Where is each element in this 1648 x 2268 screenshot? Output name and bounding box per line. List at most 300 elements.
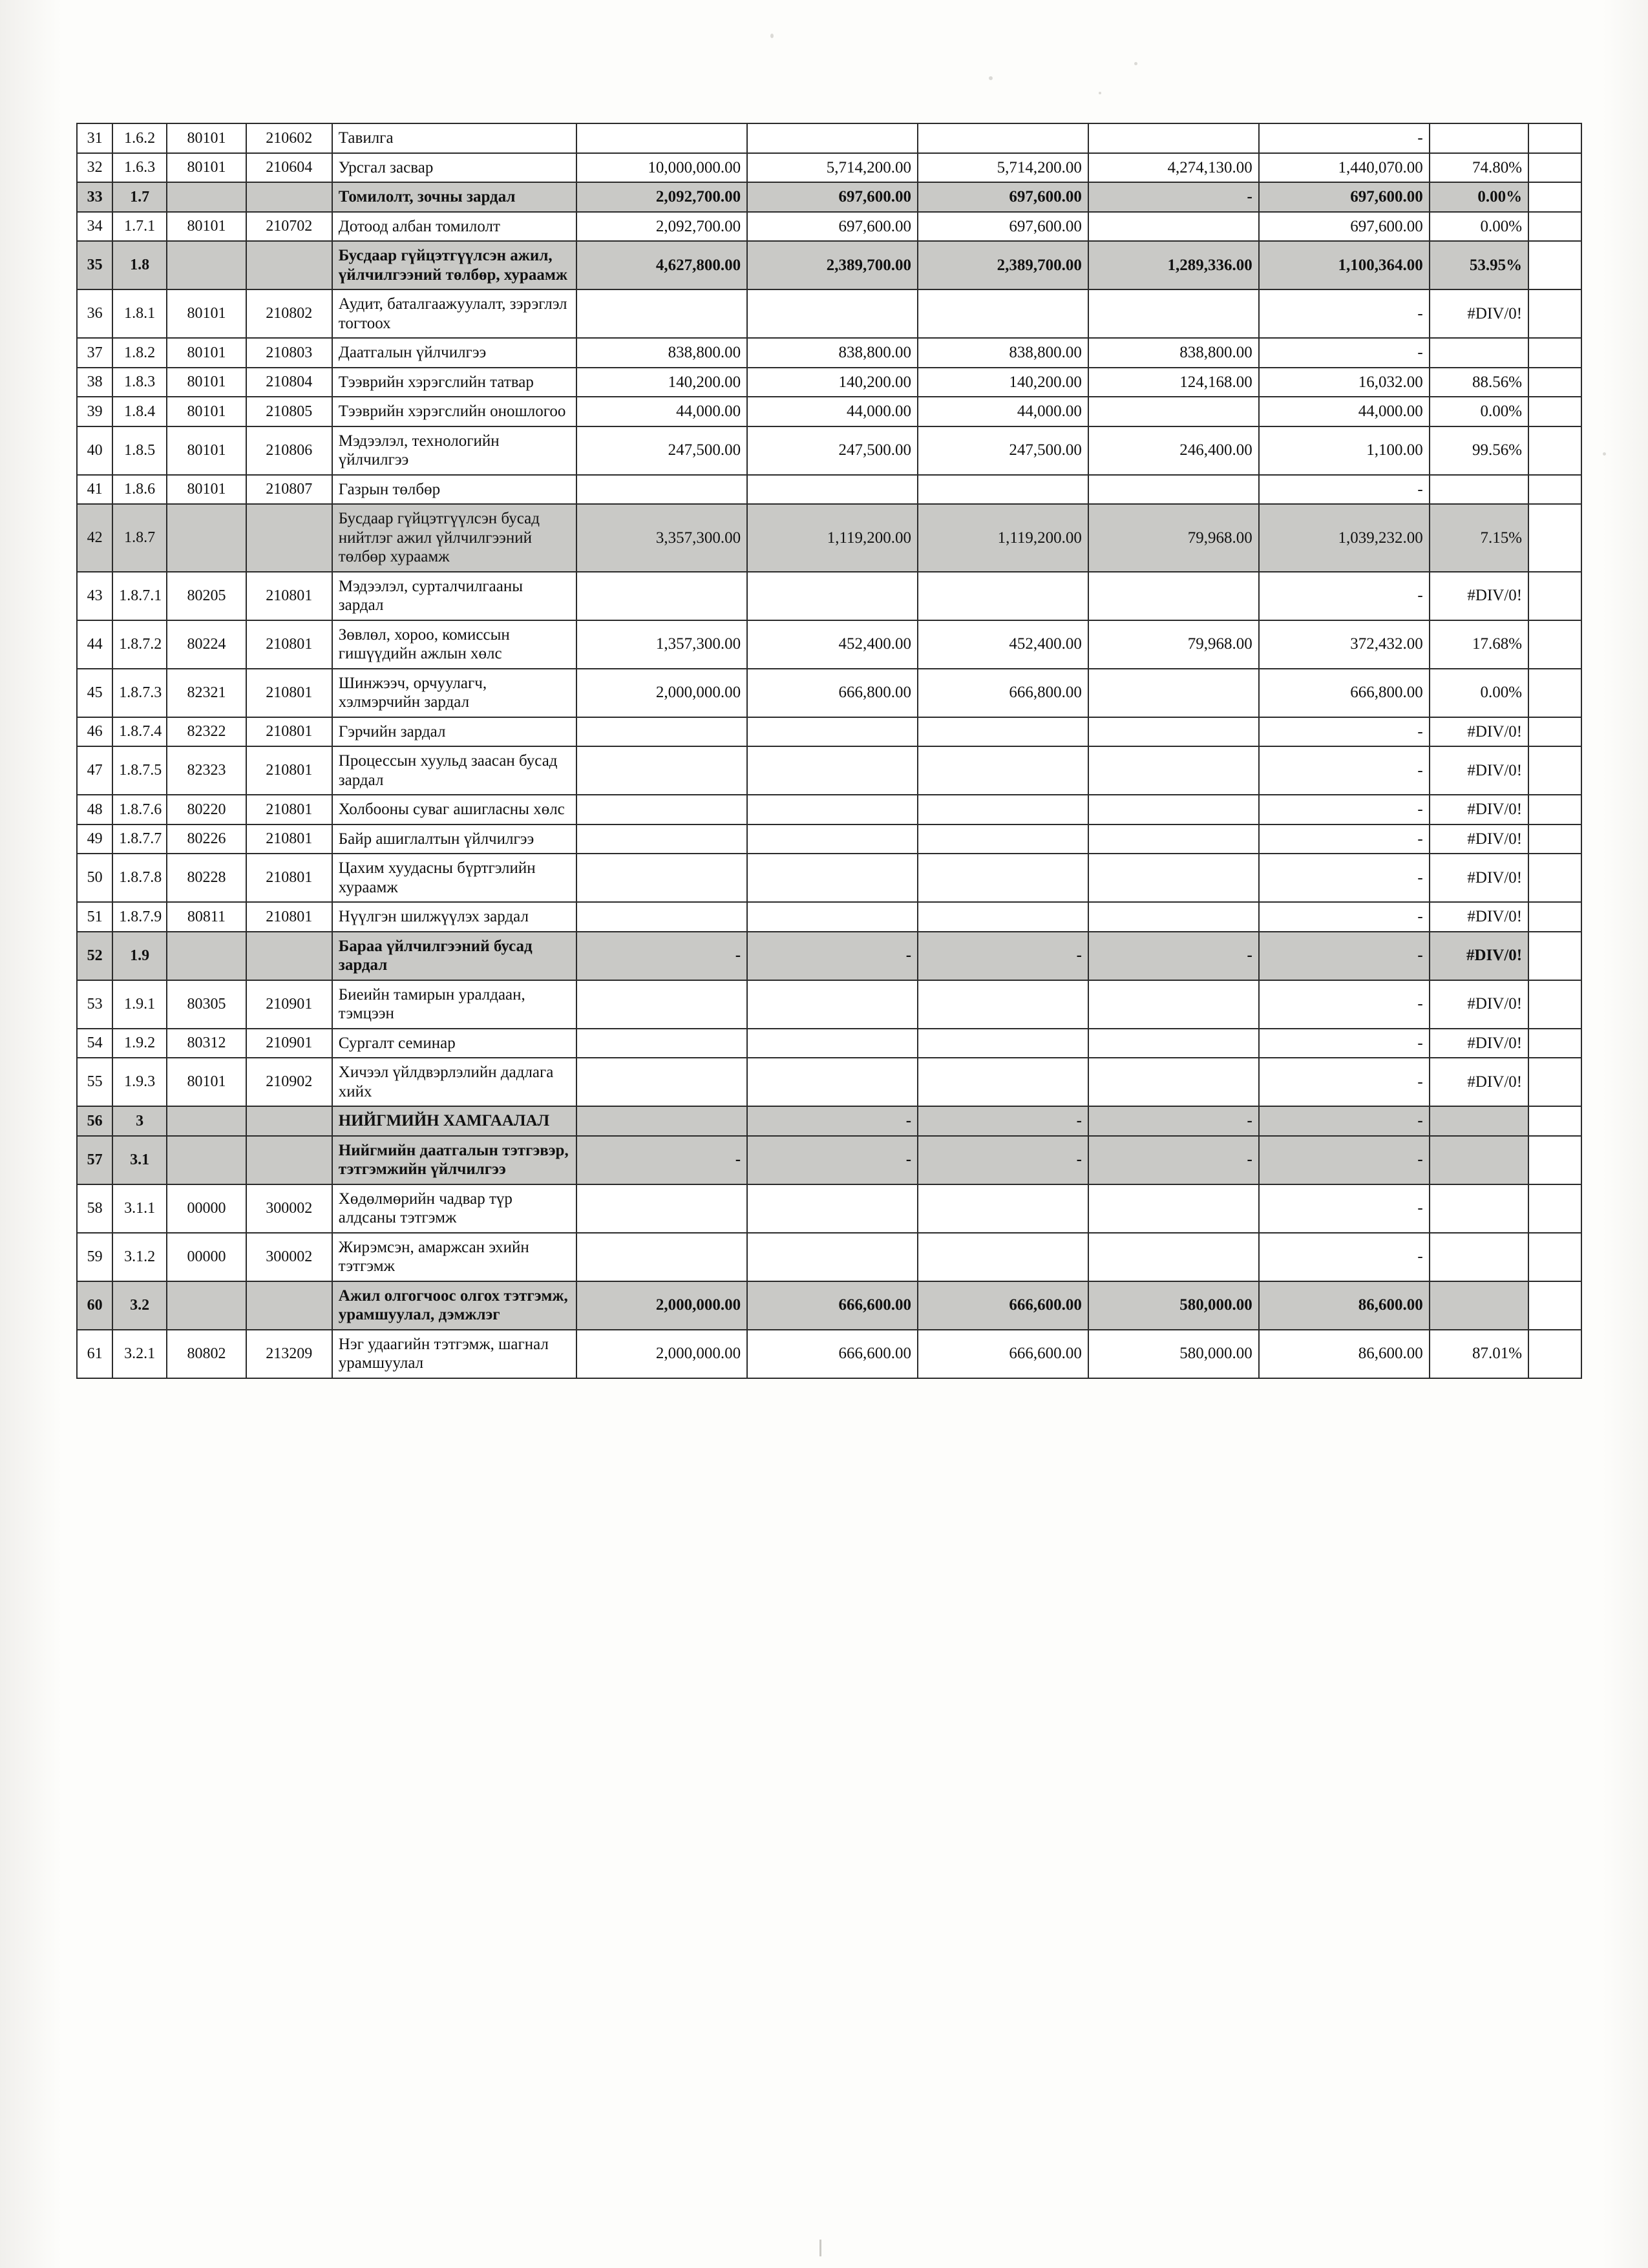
table-margin-cell: [1528, 397, 1581, 426]
row-code: 1.6.3: [112, 153, 167, 183]
value-difference: 86,600.00: [1259, 1281, 1430, 1330]
table-margin-cell: [1528, 1058, 1581, 1106]
account-code-2: 300002: [246, 1233, 332, 1281]
row-number: 52: [77, 932, 112, 980]
value-plan-quarter: 1,119,200.00: [747, 504, 918, 572]
row-label: Тавилга: [332, 123, 576, 153]
value-difference: -: [1259, 854, 1430, 902]
account-code-1: 00000: [167, 1184, 246, 1233]
table-row: [77, 123, 1581, 153]
row-label: Биеийн тамирын уралдаан, тэмцээн: [332, 980, 576, 1029]
value-actual: [1088, 397, 1259, 426]
value-plan-year: [576, 854, 747, 902]
value-plan-quarter: [747, 746, 918, 795]
value-actual: [1088, 795, 1259, 824]
value-percent: #DIV/0!: [1430, 746, 1528, 795]
value-plan-quarter: [747, 1058, 918, 1106]
value-percent: #DIV/0!: [1430, 980, 1528, 1029]
value-actual: [1088, 824, 1259, 854]
value-plan-quarter: [747, 854, 918, 902]
table-row: [77, 795, 1581, 824]
scan-speck: [1603, 452, 1606, 456]
row-label: Мэдээлэл, технологийн үйлчилгээ: [332, 426, 576, 475]
value-plan-adjusted: 1,119,200.00: [918, 504, 1088, 572]
row-number: 31: [77, 123, 112, 153]
account-code-1: 80224: [167, 620, 246, 669]
value-difference: 1,100,364.00: [1259, 241, 1430, 289]
row-label: Нийгмийн даатгалын тэтгэвэр, тэтгэмжийн үйлчилгээ: [332, 1136, 576, 1184]
value-plan-quarter: 697,600.00: [747, 182, 918, 212]
value-percent: 74.80%: [1430, 153, 1528, 183]
row-label: Тээврийн хэрэгслийн татвар: [332, 368, 576, 397]
account-code-1: [167, 1136, 246, 1184]
table-row: [77, 289, 1581, 338]
row-number: 42: [77, 504, 112, 572]
row-label: Хичээл үйлдвэрлэлийн дадлага хийх: [332, 1058, 576, 1106]
value-plan-adjusted: -: [918, 1136, 1088, 1184]
table-margin-cell: [1528, 932, 1581, 980]
table-row: [77, 746, 1581, 795]
row-number: 33: [77, 182, 112, 212]
row-label: Хөдөлмөрийн чадвар түр алдсаны тэтгэмж: [332, 1184, 576, 1233]
value-difference: -: [1259, 902, 1430, 932]
table-margin-cell: [1528, 212, 1581, 242]
scan-speck: [989, 76, 993, 80]
account-code-2: [246, 241, 332, 289]
value-percent: [1430, 1281, 1528, 1330]
value-plan-year: [576, 902, 747, 932]
value-actual: [1088, 1184, 1259, 1233]
value-plan-year: 247,500.00: [576, 426, 747, 475]
scan-fold-mark: [819, 2240, 821, 2256]
account-code-1: 82321: [167, 669, 246, 717]
account-code-1: 80101: [167, 1058, 246, 1106]
account-code-2: [246, 1281, 332, 1330]
table-margin-cell: [1528, 572, 1581, 620]
value-plan-year: 2,000,000.00: [576, 669, 747, 717]
account-code-1: 80101: [167, 368, 246, 397]
account-code-1: 80802: [167, 1330, 246, 1378]
value-actual: [1088, 854, 1259, 902]
table-margin-cell: [1528, 1029, 1581, 1058]
table-margin-cell: [1528, 717, 1581, 747]
table-margin-cell: [1528, 854, 1581, 902]
value-plan-adjusted: [918, 980, 1088, 1029]
value-difference: -: [1259, 123, 1430, 153]
row-code: 1.8.7.1: [112, 572, 167, 620]
scan-speck: [1134, 62, 1137, 65]
value-difference: -: [1259, 572, 1430, 620]
row-code: 3.1.2: [112, 1233, 167, 1281]
row-code: 1.8.7.2: [112, 620, 167, 669]
value-plan-adjusted: 666,600.00: [918, 1281, 1088, 1330]
value-plan-adjusted: [918, 1184, 1088, 1233]
value-percent: 7.15%: [1430, 504, 1528, 572]
value-plan-year: 3,357,300.00: [576, 504, 747, 572]
budget-table-container: [76, 123, 1582, 1379]
value-actual: 838,800.00: [1088, 338, 1259, 368]
value-difference: -: [1259, 932, 1430, 980]
value-actual: [1088, 980, 1259, 1029]
row-code: 3.1: [112, 1136, 167, 1184]
table-row: [77, 182, 1581, 212]
value-actual: 1,289,336.00: [1088, 241, 1259, 289]
account-code-2: 210801: [246, 717, 332, 747]
table-row: [77, 932, 1581, 980]
value-percent: [1430, 338, 1528, 368]
row-label: Сургалт семинар: [332, 1029, 576, 1058]
table-row: [77, 368, 1581, 397]
row-code: 1.7: [112, 182, 167, 212]
value-plan-adjusted: 838,800.00: [918, 338, 1088, 368]
value-plan-year: 2,000,000.00: [576, 1281, 747, 1330]
value-plan-year: [576, 289, 747, 338]
value-percent: [1430, 475, 1528, 505]
account-code-1: 80101: [167, 338, 246, 368]
row-number: 57: [77, 1136, 112, 1184]
account-code-1: 00000: [167, 1233, 246, 1281]
account-code-2: 210801: [246, 854, 332, 902]
value-percent: 53.95%: [1430, 241, 1528, 289]
value-plan-quarter: [747, 902, 918, 932]
account-code-1: 80101: [167, 426, 246, 475]
value-plan-adjusted: -: [918, 932, 1088, 980]
account-code-1: 80226: [167, 824, 246, 854]
value-percent: 0.00%: [1430, 212, 1528, 242]
row-number: 55: [77, 1058, 112, 1106]
value-plan-adjusted: 5,714,200.00: [918, 153, 1088, 183]
value-plan-year: 10,000,000.00: [576, 153, 747, 183]
account-code-2: 210807: [246, 475, 332, 505]
value-plan-quarter: [747, 980, 918, 1029]
value-plan-quarter: 697,600.00: [747, 212, 918, 242]
row-number: 48: [77, 795, 112, 824]
row-label: Нэг удаагийн тэтгэмж, шагнал урамшуулал: [332, 1330, 576, 1378]
value-plan-adjusted: [918, 1233, 1088, 1281]
value-percent: 17.68%: [1430, 620, 1528, 669]
budget-table: [76, 123, 1582, 1379]
table-margin-cell: [1528, 1136, 1581, 1184]
table-row: [77, 1029, 1581, 1058]
scan-speck: [1099, 92, 1101, 94]
value-plan-adjusted: 2,389,700.00: [918, 241, 1088, 289]
table-row: [77, 153, 1581, 183]
value-actual: [1088, 717, 1259, 747]
row-number: 60: [77, 1281, 112, 1330]
row-label: Холбооны суваг ашигласны хөлс: [332, 795, 576, 824]
table-margin-cell: [1528, 241, 1581, 289]
account-code-1: 80101: [167, 397, 246, 426]
value-plan-quarter: 5,714,200.00: [747, 153, 918, 183]
row-code: 3.1.1: [112, 1184, 167, 1233]
row-label: Шинжээч, орчуулагч, хэлмэрчийн зардал: [332, 669, 576, 717]
value-actual: [1088, 1029, 1259, 1058]
value-actual: [1088, 746, 1259, 795]
account-code-2: 213209: [246, 1330, 332, 1378]
row-code: 1.7.1: [112, 212, 167, 242]
value-percent: #DIV/0!: [1430, 1058, 1528, 1106]
value-plan-year: [576, 1233, 747, 1281]
value-plan-quarter: [747, 717, 918, 747]
value-actual: [1088, 123, 1259, 153]
value-percent: 0.00%: [1430, 669, 1528, 717]
value-difference: 1,440,070.00: [1259, 153, 1430, 183]
value-plan-year: 1,357,300.00: [576, 620, 747, 669]
account-code-1: [167, 504, 246, 572]
value-difference: -: [1259, 717, 1430, 747]
row-number: 54: [77, 1029, 112, 1058]
value-plan-year: 2,000,000.00: [576, 1330, 747, 1378]
row-code: 1.8.7.8: [112, 854, 167, 902]
value-actual: [1088, 1058, 1259, 1106]
table-row: [77, 1281, 1581, 1330]
account-code-1: 80205: [167, 572, 246, 620]
value-plan-adjusted: [918, 123, 1088, 153]
row-number: 40: [77, 426, 112, 475]
value-difference: 697,600.00: [1259, 182, 1430, 212]
value-difference: -: [1259, 824, 1430, 854]
value-actual: -: [1088, 182, 1259, 212]
table-row: [77, 338, 1581, 368]
row-label: Зөвлөл, хороо, комиссын гишүүдийн ажлын хөлс: [332, 620, 576, 669]
value-plan-year: [576, 572, 747, 620]
account-code-2: [246, 932, 332, 980]
row-label: Цахим хуудасны бүртгэлийн хураамж: [332, 854, 576, 902]
row-label: Даатгалын үйлчилгээ: [332, 338, 576, 368]
row-code: 1.9.3: [112, 1058, 167, 1106]
row-number: 37: [77, 338, 112, 368]
row-label: Байр ашиглалтын үйлчилгээ: [332, 824, 576, 854]
account-code-1: 80101: [167, 289, 246, 338]
table-margin-cell: [1528, 368, 1581, 397]
table-margin-cell: [1528, 980, 1581, 1029]
row-code: 3.2: [112, 1281, 167, 1330]
value-plan-quarter: 140,200.00: [747, 368, 918, 397]
value-plan-adjusted: 666,800.00: [918, 669, 1088, 717]
value-plan-quarter: 452,400.00: [747, 620, 918, 669]
value-percent: [1430, 1184, 1528, 1233]
value-plan-adjusted: 44,000.00: [918, 397, 1088, 426]
value-plan-adjusted: 247,500.00: [918, 426, 1088, 475]
value-difference: -: [1259, 1106, 1430, 1136]
value-plan-adjusted: 140,200.00: [918, 368, 1088, 397]
value-difference: 372,432.00: [1259, 620, 1430, 669]
value-plan-year: 44,000.00: [576, 397, 747, 426]
value-plan-year: [576, 1029, 747, 1058]
value-percent: #DIV/0!: [1430, 1029, 1528, 1058]
row-code: 1.9: [112, 932, 167, 980]
account-code-1: 82323: [167, 746, 246, 795]
value-plan-year: 140,200.00: [576, 368, 747, 397]
value-plan-adjusted: [918, 1029, 1088, 1058]
row-number: 59: [77, 1233, 112, 1281]
value-plan-adjusted: -: [918, 1106, 1088, 1136]
value-plan-quarter: 247,500.00: [747, 426, 918, 475]
value-difference: -: [1259, 1184, 1430, 1233]
value-plan-quarter: [747, 1184, 918, 1233]
row-label: Бусдаар гүйцэтгүүлсэн бусад нийтлэг ажил үйлчилгээний төлбөр хураамж: [332, 504, 576, 572]
value-percent: #DIV/0!: [1430, 795, 1528, 824]
value-percent: 88.56%: [1430, 368, 1528, 397]
value-actual: [1088, 475, 1259, 505]
row-label: НИЙГМИЙН ХАМГААЛАЛ: [332, 1106, 576, 1136]
account-code-2: 210702: [246, 212, 332, 242]
account-code-2: 210801: [246, 824, 332, 854]
value-plan-quarter: 666,600.00: [747, 1330, 918, 1378]
value-difference: 44,000.00: [1259, 397, 1430, 426]
account-code-2: [246, 504, 332, 572]
value-percent: #DIV/0!: [1430, 717, 1528, 747]
value-difference: 1,039,232.00: [1259, 504, 1430, 572]
table-margin-cell: [1528, 475, 1581, 505]
account-code-2: [246, 182, 332, 212]
value-actual: [1088, 1233, 1259, 1281]
row-code: 1.8.6: [112, 475, 167, 505]
value-plan-adjusted: [918, 475, 1088, 505]
value-plan-quarter: [747, 289, 918, 338]
account-code-1: 80101: [167, 153, 246, 183]
row-label: Гэрчийн зардал: [332, 717, 576, 747]
row-code: 1.8: [112, 241, 167, 289]
value-difference: -: [1259, 795, 1430, 824]
table-row: [77, 397, 1581, 426]
value-percent: #DIV/0!: [1430, 932, 1528, 980]
value-percent: 99.56%: [1430, 426, 1528, 475]
table-row: [77, 980, 1581, 1029]
value-plan-adjusted: 666,600.00: [918, 1330, 1088, 1378]
value-plan-year: 4,627,800.00: [576, 241, 747, 289]
table-row: [77, 1136, 1581, 1184]
account-code-1: [167, 1281, 246, 1330]
value-actual: 4,274,130.00: [1088, 153, 1259, 183]
row-label: Аудит, баталгаажуулалт, зэрэглэл тогтоох: [332, 289, 576, 338]
account-code-1: 80220: [167, 795, 246, 824]
value-plan-quarter: [747, 824, 918, 854]
value-plan-quarter: [747, 475, 918, 505]
table-margin-cell: [1528, 153, 1581, 183]
value-plan-quarter: [747, 1029, 918, 1058]
table-margin-cell: [1528, 1281, 1581, 1330]
account-code-2: 210806: [246, 426, 332, 475]
table-row: [77, 475, 1581, 505]
account-code-1: 80312: [167, 1029, 246, 1058]
row-number: 41: [77, 475, 112, 505]
table-row: [77, 1233, 1581, 1281]
table-margin-cell: [1528, 123, 1581, 153]
account-code-1: [167, 241, 246, 289]
value-plan-quarter: [747, 572, 918, 620]
value-plan-year: 2,092,700.00: [576, 182, 747, 212]
value-plan-year: 838,800.00: [576, 338, 747, 368]
table-row: [77, 1058, 1581, 1106]
value-plan-quarter: 666,800.00: [747, 669, 918, 717]
value-plan-year: -: [576, 1136, 747, 1184]
account-code-2: 210801: [246, 669, 332, 717]
value-plan-year: [576, 717, 747, 747]
row-number: 32: [77, 153, 112, 183]
account-code-2: 210902: [246, 1058, 332, 1106]
value-difference: -: [1259, 338, 1430, 368]
account-code-2: 210801: [246, 746, 332, 795]
account-code-1: 80228: [167, 854, 246, 902]
value-plan-year: [576, 1106, 747, 1136]
value-percent: 0.00%: [1430, 397, 1528, 426]
row-number: 38: [77, 368, 112, 397]
value-actual: [1088, 289, 1259, 338]
value-actual: 580,000.00: [1088, 1330, 1259, 1378]
table-margin-cell: [1528, 426, 1581, 475]
row-code: 1.8.4: [112, 397, 167, 426]
row-number: 34: [77, 212, 112, 242]
value-plan-quarter: -: [747, 1106, 918, 1136]
table-margin-cell: [1528, 824, 1581, 854]
value-percent: 87.01%: [1430, 1330, 1528, 1378]
value-plan-year: [576, 475, 747, 505]
value-actual: 580,000.00: [1088, 1281, 1259, 1330]
table-row: [77, 854, 1581, 902]
page-left-shadow: [0, 0, 61, 2268]
account-code-2: 210802: [246, 289, 332, 338]
row-code: 1.9.2: [112, 1029, 167, 1058]
value-plan-quarter: [747, 795, 918, 824]
value-plan-quarter: 838,800.00: [747, 338, 918, 368]
value-actual: 124,168.00: [1088, 368, 1259, 397]
value-plan-adjusted: [918, 854, 1088, 902]
value-plan-adjusted: [918, 824, 1088, 854]
table-row: [77, 717, 1581, 747]
value-actual: -: [1088, 1136, 1259, 1184]
table-row: [77, 620, 1581, 669]
row-code: 1.8.7: [112, 504, 167, 572]
account-code-1: [167, 932, 246, 980]
value-plan-quarter: -: [747, 1136, 918, 1184]
account-code-1: [167, 182, 246, 212]
value-percent: #DIV/0!: [1430, 902, 1528, 932]
table-row: [77, 504, 1581, 572]
value-plan-year: [576, 795, 747, 824]
value-plan-quarter: [747, 123, 918, 153]
value-plan-adjusted: 452,400.00: [918, 620, 1088, 669]
row-number: 56: [77, 1106, 112, 1136]
row-number: 58: [77, 1184, 112, 1233]
budget-table-body: [77, 123, 1581, 1378]
row-number: 39: [77, 397, 112, 426]
row-label: Мэдээлэл, сурталчилгааны зардал: [332, 572, 576, 620]
row-number: 45: [77, 669, 112, 717]
table-margin-cell: [1528, 338, 1581, 368]
account-code-2: 210804: [246, 368, 332, 397]
value-plan-adjusted: [918, 795, 1088, 824]
row-number: 51: [77, 902, 112, 932]
value-percent: [1430, 1136, 1528, 1184]
value-difference: 1,100.00: [1259, 426, 1430, 475]
value-plan-adjusted: 697,600.00: [918, 182, 1088, 212]
value-difference: 16,032.00: [1259, 368, 1430, 397]
table-row: [77, 902, 1581, 932]
account-code-2: 210803: [246, 338, 332, 368]
row-code: 1.9.1: [112, 980, 167, 1029]
row-label: Бараа үйлчилгээний бусад зардал: [332, 932, 576, 980]
row-code: 1.8.7.3: [112, 669, 167, 717]
row-number: 53: [77, 980, 112, 1029]
value-difference: -: [1259, 475, 1430, 505]
value-plan-year: [576, 1058, 747, 1106]
account-code-2: 300002: [246, 1184, 332, 1233]
value-difference: -: [1259, 289, 1430, 338]
value-percent: #DIV/0!: [1430, 824, 1528, 854]
value-percent: [1430, 123, 1528, 153]
table-margin-cell: [1528, 1233, 1581, 1281]
